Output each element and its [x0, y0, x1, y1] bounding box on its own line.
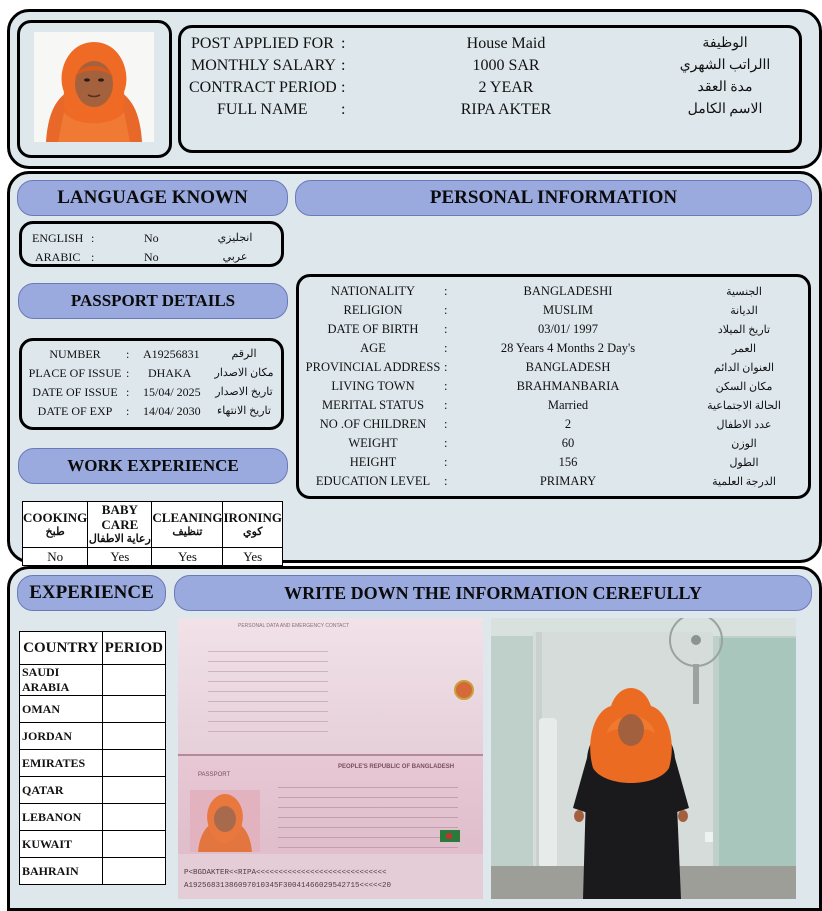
- arabic-arabic: عربي: [222, 251, 248, 263]
- country-kuwait: KUWAIT: [20, 831, 103, 858]
- personal-value: MUSLIM: [542, 303, 593, 317]
- date-of-exp-colon: :: [126, 404, 130, 418]
- personal-value: 60: [561, 436, 575, 450]
- date-of-exp-label: DATE OF EXP: [37, 404, 113, 418]
- personal-colon: :: [444, 436, 448, 450]
- country-bahrain: BAHRAIN: [20, 858, 103, 885]
- arabic-label: ARABIC: [35, 250, 81, 264]
- personal-label: NO .OF CHILDREN: [319, 417, 427, 431]
- salary-colon: :: [341, 57, 346, 74]
- period-cell: [102, 696, 165, 723]
- personal-value: BANGLADESHI: [523, 284, 613, 298]
- personal-colon: :: [444, 474, 448, 488]
- personal-colon: :: [444, 360, 448, 374]
- applicant-portrait: [34, 32, 154, 142]
- period-cell: [102, 858, 165, 885]
- period-cell: [102, 665, 165, 696]
- personal-value: PRIMARY: [539, 474, 597, 488]
- country-saudi-arabia: SAUDI ARABIA: [20, 665, 103, 696]
- passport-number-label: NUMBER: [49, 347, 101, 361]
- english-label: ENGLISH: [32, 231, 84, 245]
- personal-value: BANGLADESH: [525, 360, 611, 374]
- place-of-issue-colon: :: [126, 366, 130, 380]
- salary-label: MONTHLY SALARY: [191, 57, 336, 74]
- personal-info-heading: PERSONAL INFORMATION: [295, 180, 812, 216]
- post-value: House Maid: [466, 35, 546, 52]
- skill-ironing-ar: كوي: [242, 525, 263, 538]
- skill-ironing-en: IRONING: [223, 509, 282, 525]
- personal-label: LIVING TOWN: [331, 379, 415, 393]
- passport-number-value: A19256831: [143, 347, 200, 361]
- contract-colon: :: [341, 79, 346, 96]
- personal-colon: :: [444, 417, 448, 431]
- skill-cleaning-en: CLEANING: [152, 509, 223, 525]
- country-qatar: QATAR: [20, 777, 103, 804]
- personal-arabic: الوزن: [731, 438, 757, 450]
- skill-babycare-ar: رعاية الاطفال: [88, 533, 151, 545]
- experience-heading: EXPERIENCE: [17, 575, 166, 611]
- personal-value: BRAHMANBARIA: [516, 379, 620, 393]
- passport-bd-heading: PEOPLE'S REPUBLIC OF BANGLADESH: [338, 764, 455, 770]
- passport-word: PASSPORT: [198, 772, 231, 778]
- personal-value: 03/01/ 1997: [537, 322, 599, 336]
- fullname-colon: :: [341, 101, 346, 118]
- arabic-value: No: [144, 250, 159, 264]
- skill-cooking-en: COOKING: [23, 509, 88, 525]
- contract-label: CONTRACT PERIOD: [189, 79, 337, 96]
- passport-photo-page-lines: [278, 778, 458, 848]
- post-arabic: الوظيفة: [702, 36, 748, 51]
- date-of-issue-colon: :: [126, 385, 130, 399]
- personal-arabic: الدرجة العلمية: [712, 476, 776, 488]
- passport-number-arabic: الرقم: [231, 348, 257, 360]
- personal-colon: :: [444, 341, 448, 355]
- post-colon: :: [341, 35, 346, 52]
- place-of-issue-arabic: مكان الاصدار: [214, 367, 274, 379]
- language-heading: LANGUAGE KNOWN: [17, 180, 288, 216]
- period-cell: [102, 777, 165, 804]
- contract-value: 2 YEAR: [478, 79, 534, 96]
- personal-arabic: العنوان الدائم: [713, 362, 775, 374]
- arabic-colon: :: [91, 250, 95, 264]
- personal-arabic: الجنسية: [726, 286, 762, 298]
- personal-label: MERITAL STATUS: [321, 398, 425, 412]
- country-header: COUNTRY: [20, 632, 103, 665]
- personal-colon: :: [444, 398, 448, 412]
- english-value: No: [144, 231, 159, 245]
- full-body-photo: [491, 618, 796, 899]
- salary-value: 1000 SAR: [472, 57, 540, 74]
- skill-cooking-header: [23, 502, 88, 548]
- skill-cleaning-value: Yes: [152, 548, 223, 566]
- passport-scan-image: [178, 618, 483, 899]
- personal-arabic: عدد الاطفال: [716, 419, 772, 431]
- personal-arabic: الديانة: [730, 305, 758, 317]
- personal-label: EDUCATION LEVEL: [315, 474, 431, 488]
- period-cell: [102, 831, 165, 858]
- fullname-arabic: الاسم الكامل: [687, 102, 763, 117]
- skill-babycare-header: [88, 502, 152, 548]
- personal-value: 28 Years 4 Months 2 Day's: [500, 341, 636, 355]
- passport-heading: PASSPORT DETAILS: [18, 283, 288, 319]
- personal-label: AGE: [360, 341, 386, 355]
- mrz-line-2: A19256831386097010345F30041466029542715<<<<<20: [184, 882, 392, 890]
- period-cell: [102, 723, 165, 750]
- place-of-issue-value: DHAKA: [148, 366, 192, 380]
- personal-arabic: العمر: [731, 343, 757, 355]
- skill-cooking-value: No: [23, 548, 88, 566]
- country-oman: OMAN: [20, 696, 103, 723]
- personal-value: Married: [547, 398, 589, 412]
- passport-text-lines: [208, 642, 328, 738]
- period-cell: [102, 804, 165, 831]
- skill-cleaning-ar: تنظيف: [172, 525, 203, 538]
- date-of-exp-arabic: تاريخ الانتهاء: [217, 405, 271, 417]
- skill-cleaning-header: [152, 502, 223, 548]
- personal-label: HEIGHT: [349, 455, 397, 469]
- passport-holder-photo: [190, 790, 260, 852]
- skill-babycare-value: Yes: [88, 548, 152, 566]
- english-arabic: انجليزي: [217, 232, 253, 244]
- passport-emblem-icon: [454, 680, 474, 700]
- personal-label: DATE OF BIRTH: [327, 322, 419, 336]
- date-of-issue-arabic: تاريخ الاصدار: [215, 386, 273, 398]
- personal-colon: :: [444, 284, 448, 298]
- personal-colon: :: [444, 455, 448, 469]
- fullname-label: FULL NAME: [217, 101, 308, 118]
- date-of-exp-value: 14/04/ 2030: [143, 404, 201, 418]
- experience-table: [19, 631, 166, 885]
- work-experience-heading: WORK EXPERIENCE: [18, 448, 288, 484]
- personal-value: 2: [564, 417, 572, 431]
- personal-arabic: الطول: [729, 457, 759, 469]
- country-jordan: JORDAN: [20, 723, 103, 750]
- skill-ironing-header: [223, 502, 283, 548]
- post-label: POST APPLIED FOR: [191, 35, 334, 52]
- personal-label: RELIGION: [343, 303, 403, 317]
- fullname-value: RIPA AKTER: [460, 101, 552, 118]
- personal-arabic: تاريخ الميلاد: [717, 324, 771, 336]
- personal-arabic: الحالة الاجتماعية: [707, 400, 781, 412]
- personal-label: WEIGHT: [348, 436, 398, 450]
- english-colon: :: [91, 231, 95, 245]
- skill-babycare-en: BABY CARE: [101, 502, 139, 532]
- personal-value: 156: [558, 455, 578, 469]
- contract-arabic: مدة العقد: [697, 80, 753, 95]
- period-cell: [102, 750, 165, 777]
- personal-label: PROVINCIAL ADDRESS: [305, 360, 441, 374]
- personal-colon: :: [444, 379, 448, 393]
- personal-colon: :: [444, 322, 448, 336]
- country-lebanon: LEBANON: [20, 804, 103, 831]
- place-of-issue-label: PLACE OF ISSUE: [28, 366, 122, 380]
- passport-top-heading: PERSONAL DATA AND EMERGENCY CONTACT: [238, 623, 350, 629]
- passport-number-colon: :: [126, 347, 130, 361]
- period-header: PERIOD: [102, 632, 165, 665]
- bangladesh-flag-icon: [440, 830, 460, 842]
- personal-label: NATIONALITY: [330, 284, 415, 298]
- personal-arabic: مكان السكن: [715, 381, 773, 393]
- write-down-heading: WRITE DOWN THE INFORMATION CEREFULLY: [174, 575, 812, 611]
- date-of-issue-value: 15/04/ 2025: [143, 385, 201, 399]
- skills-table: [22, 501, 283, 566]
- personal-colon: :: [444, 303, 448, 317]
- salary-arabic: االراتب الشهري: [679, 58, 771, 73]
- country-emirates: EMIRATES: [20, 750, 103, 777]
- mrz-line-1: P<BGDAKTER<<RIPA<<<<<<<<<<<<<<<<<<<<<<<<<<<<<: [184, 869, 387, 877]
- skill-cooking-ar: طبخ: [45, 525, 65, 538]
- skill-ironing-value: Yes: [223, 548, 283, 566]
- date-of-issue-label: DATE OF ISSUE: [32, 385, 118, 399]
